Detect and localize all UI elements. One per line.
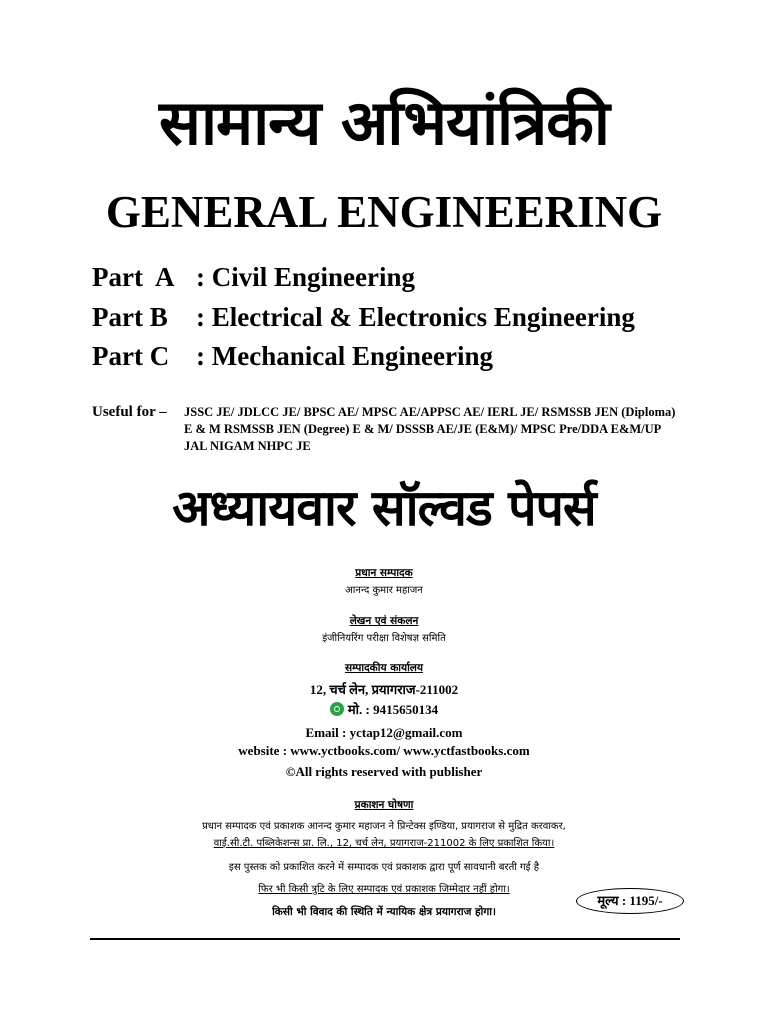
- hindi-title: सामान्य अभियांत्रिकी: [159, 86, 609, 159]
- english-title: GENERAL ENGINEERING: [105, 187, 663, 237]
- useful-for-section: [92, 404, 692, 455]
- publication-heading: प्रकाशन घोषणा: [354, 799, 414, 811]
- mobile-line: [0, 701, 768, 718]
- rights-line: ©All rights reserved with publisher: [285, 764, 483, 779]
- office-address: 12, चर्च लेन, प्रयागराज-211002: [309, 682, 459, 697]
- bottom-divider: [90, 938, 680, 940]
- email-line: Email : yctap12@gmail.com: [305, 725, 463, 740]
- hindi-subtitle: अध्यायवार सॉल्वड पेपर्स: [172, 479, 596, 537]
- useful-for-exams: JSSC JE/ JDLCC JE/ BPSC AE/ MPSC AE/APPSC AE/ IERL JE/ RSMSSB JEN (Diploma) E & M RSMSSB JEN (Degree) E & M/ DSSSB AE/JE (E&M)/ MPSC Pre/DDA E&M/UP JAL NIGAM NHPC JE: [184, 405, 676, 453]
- website-line: website : www.yctbooks.com/ www.yctfastbooks.com: [238, 743, 530, 758]
- part-value: : Mechanical Engineering: [196, 341, 493, 371]
- chief-editor-heading: प्रधान सम्पादक: [355, 567, 413, 579]
- compilation-block: [0, 614, 768, 646]
- publication-line-1: प्रधान सम्पादक एवं प्रकाशक आनन्द कुमार महाजन ने प्रिन्टेक्स इण्डिया, प्रयागराज से मुद्रित करवाकर,: [202, 821, 566, 832]
- publication-line-2: वाई.सी.टी. पब्लिकेशन्स प्रा. लि., 12, चर्च लेन, प्रयागराज-211002 के लिए प्रकाशित किया।: [213, 838, 555, 849]
- part-c-row: [92, 337, 732, 377]
- publication-line-3: इस पुस्तक को प्रकाशित करने में सम्पादक एवं प्रकाशक द्वारा पूर्ण सावधानी बरती गई है: [228, 862, 540, 873]
- part-label: Part A: [92, 262, 175, 292]
- parts-list: [92, 258, 732, 377]
- compilation-name: इंजीनियरिंग परीक्षा विशेषज्ञ समिति: [322, 633, 446, 644]
- part-label: Part C: [92, 341, 170, 371]
- editorial-office-block: [0, 661, 768, 780]
- editorial-office-heading: सम्पादकीय कार्यालय: [344, 662, 424, 674]
- part-value: : Civil Engineering: [196, 262, 416, 292]
- publication-line-5: किसी भी विवाद की स्थिति में न्यायिक क्षेत्र प्रयागराज होगा।: [272, 906, 496, 918]
- publication-line-4: फिर भी किसी त्रुटि के लिए सम्पादक एवं प्रकाशक जिम्मेदार नहीं होगा।: [258, 884, 510, 895]
- part-label: Part B: [92, 301, 168, 332]
- chief-editor-name: आनन्द कुमार महाजन: [345, 585, 423, 596]
- part-a-row: [92, 258, 732, 298]
- useful-for-label: Useful for –: [92, 404, 167, 420]
- price-badge: मूल्य : 1195/-: [576, 888, 684, 914]
- compilation-heading: लेखन एवं संकलन: [349, 615, 419, 627]
- part-value: : Electrical & Electronics Engineering: [196, 301, 635, 332]
- mobile-number: मो. : 9415650134: [347, 702, 439, 717]
- whatsapp-icon: [330, 702, 344, 716]
- part-b-row: [92, 298, 732, 338]
- chief-editor-block: [0, 566, 768, 598]
